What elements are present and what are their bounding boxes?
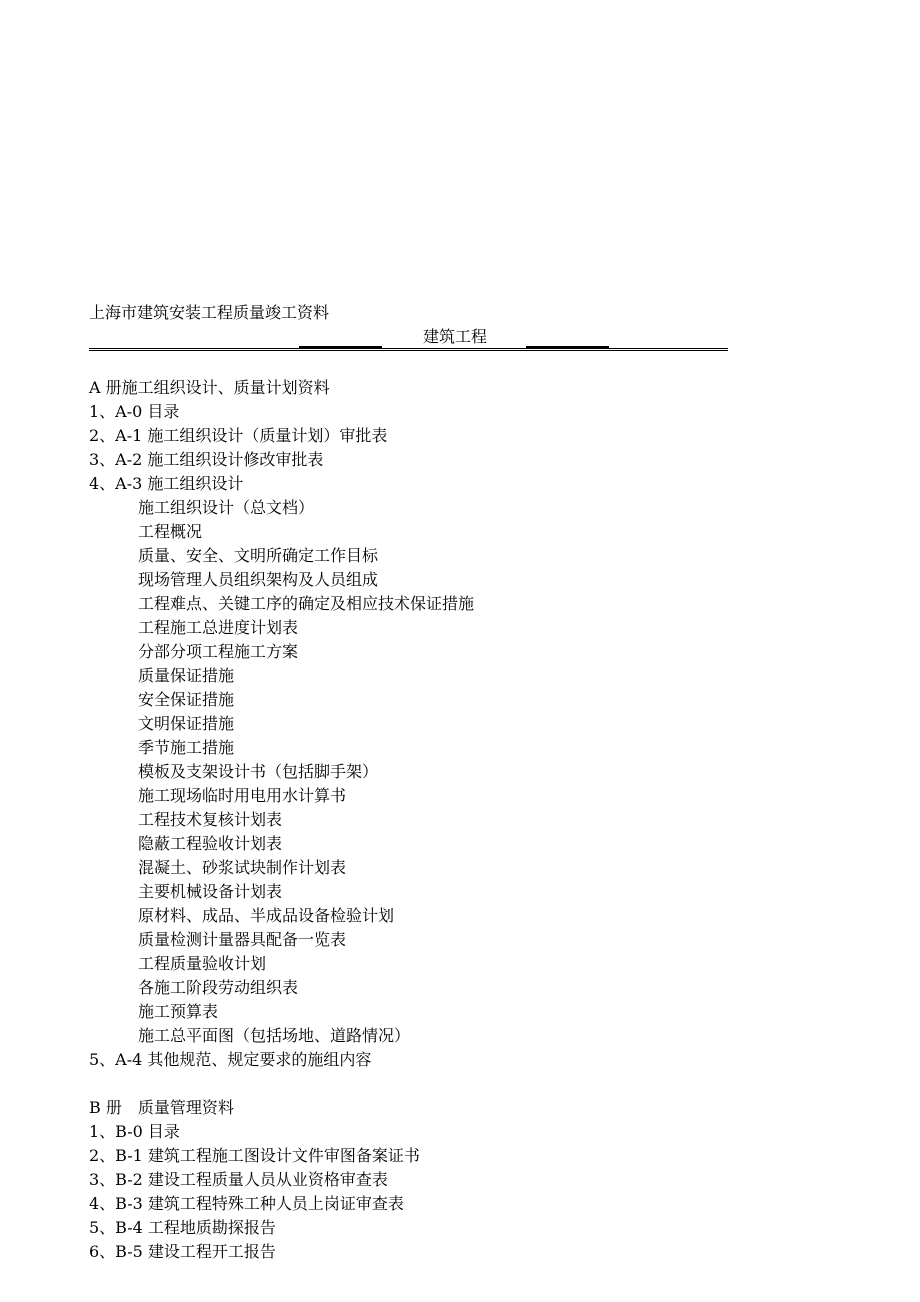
document-subtitle: 建筑工程 [423, 327, 488, 346]
list-item: 5、A-4 其他规范、规定要求的施组内容 [89, 1050, 372, 1069]
sub-list-item: 施工现场临时用电用水计算书 [138, 786, 347, 805]
table-of-contents [89, 376, 474, 1264]
sub-list-item: 工程难点、关键工序的确定及相应技术保证措施 [138, 594, 475, 613]
sub-list-item: 主要机械设备计划表 [138, 882, 283, 901]
header-double-rule [89, 348, 728, 351]
sub-list-item: 质量、安全、文明所确定工作目标 [138, 546, 379, 565]
list-item: 4、B-3 建筑工程特殊工种人员上岗证审查表 [89, 1194, 404, 1213]
sub-list-item: 隐蔽工程验收计划表 [138, 834, 283, 853]
list-item: 3、B-2 建设工程质量人员从业资格审查表 [89, 1170, 388, 1189]
sub-list-item: 质量保证措施 [138, 666, 235, 685]
sub-list-item: 工程概况 [138, 522, 203, 541]
sub-list-item: 文明保证措施 [138, 714, 235, 733]
section-b-heading: B 册 质量管理资料 [89, 1098, 234, 1117]
sub-list-item: 混凝土、砂浆试块制作计划表 [138, 858, 347, 877]
sub-list-item: 季节施工措施 [138, 738, 235, 757]
list-item: 1、B-0 目录 [89, 1122, 180, 1141]
subtitle-row [89, 326, 728, 352]
list-item: 3、A-2 施工组织设计修改审批表 [89, 450, 324, 469]
list-item: 6、B-5 建设工程开工报告 [89, 1242, 276, 1261]
sub-list-item: 现场管理人员组织架构及人员组成 [138, 570, 379, 589]
sub-list-item: 工程质量验收计划 [138, 954, 267, 973]
sub-list-item: 安全保证措施 [138, 690, 235, 709]
sub-list-item: 施工预算表 [138, 1002, 219, 1021]
sub-list-item: 原材料、成品、半成品设备检验计划 [138, 906, 395, 925]
list-item: 1、A-0 目录 [89, 402, 180, 421]
sub-list-item: 施工组织设计（总文档） [138, 498, 315, 517]
list-item: 2、B-1 建筑工程施工图设计文件审图备案证书 [89, 1146, 420, 1165]
section-spacer [89, 1072, 474, 1096]
sub-list-item: 工程技术复核计划表 [138, 810, 283, 829]
sub-list-item: 模板及支架设计书（包括脚手架） [138, 762, 379, 781]
list-item: 2、A-1 施工组织设计（质量计划）审批表 [89, 426, 388, 445]
list-item: 5、B-4 工程地质勘探报告 [89, 1218, 276, 1237]
section-a-heading: A 册施工组织设计、质量计划资料 [89, 378, 330, 397]
list-item: 4、A-3 施工组织设计 [89, 474, 244, 493]
sub-list-item: 工程施工总进度计划表 [138, 618, 299, 637]
sub-list-item: 质量检测计量器具配备一览表 [138, 930, 347, 949]
sub-list-item: 各施工阶段劳动组织表 [138, 978, 299, 997]
document-title: 上海市建筑安装工程质量竣工资料 [89, 303, 330, 322]
sub-list-item: 施工总平面图（包括场地、道路情况） [138, 1026, 411, 1045]
sub-list-item: 分部分项工程施工方案 [138, 642, 299, 661]
